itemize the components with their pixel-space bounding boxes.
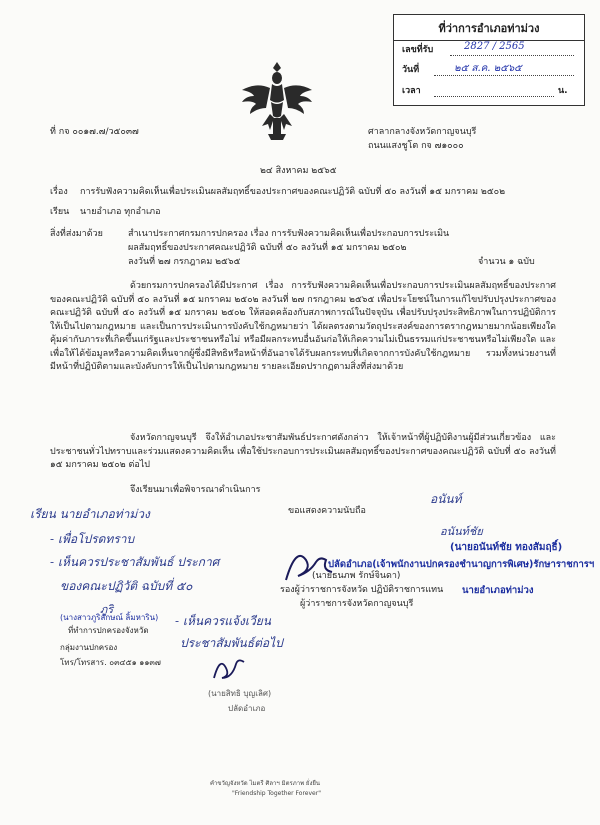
receipt-date-value: ๒๕ ส.ค. ๒๕๖๕ xyxy=(454,63,522,74)
officer-name: (นางสาวภูริลักษณ์ ลิ้มหาริน) xyxy=(60,613,159,622)
closing-regards: ขอแสดงความนับถือ xyxy=(288,506,366,516)
receipt-number-line xyxy=(450,55,574,56)
contact-phone: โทร/โทรสาร. ๐๓๔๕๑ ๑๑๓๗ xyxy=(60,658,161,667)
officer-role: ที่ทำการปกครองจังหวัด xyxy=(68,626,149,635)
slogan-english: "Friendship Together Forever" xyxy=(232,790,321,797)
official-stamp-district: นายอำเภอท่าม่วง xyxy=(462,585,534,596)
handwritten-note-5: - เห็นควรแจ้งเวียน xyxy=(175,614,271,628)
handwritten-initials-mid: อนันท์ชัย xyxy=(440,525,483,538)
attachment-label: สิ่งที่ส่งมาด้วย xyxy=(50,229,103,239)
receipt-stamp xyxy=(393,14,585,106)
body-paragraph-3: จึงเรียนมาเพื่อพิจารณาดำเนินการ xyxy=(130,485,261,495)
office-name: ศาลากลางจังหวัดกาญจนบุรี xyxy=(368,127,477,137)
handwritten-initials-top: อนันท์ xyxy=(430,492,462,506)
handwritten-note-3: - เห็นควรประชาสัมพันธ์ ประกาศ xyxy=(50,555,220,569)
handwritten-note-2: - เพื่อโปรดทราบ xyxy=(50,532,135,546)
clerk-title: ปลัดอำเภอ xyxy=(228,704,266,713)
official-stamp-name: (นายอนันท์ชัย ทองสัมฤธิ์) xyxy=(450,542,563,553)
receipt-number-value: 2827 / 2565 xyxy=(464,41,525,52)
department: กลุ่มงานปกครอง xyxy=(60,643,118,652)
signer-title-1: รองผู้ว่าราชการจังหวัด ปฏิบัติราชการแทน xyxy=(280,585,444,595)
receipt-stamp-title: ที่ว่าการอำเภอท่าม่วง xyxy=(394,19,584,41)
document-date: ๒๔ สิงหาคม ๒๕๖๕ xyxy=(260,166,337,176)
receipt-time-unit: น. xyxy=(558,86,568,96)
attachment-line1: สำเนาประกาศกรมการปกครอง เรื่อง การรับฟังความคิดเห็นเพื่อประกอบการประเมิน xyxy=(128,229,450,239)
handwritten-signature-small: ภูริ xyxy=(100,603,114,616)
slogan-thai: คำขวัญจังหวัด ไมตรี ศิลาฯ มิตรภาพ ยั่งยืน xyxy=(210,780,320,787)
signer-name: (นายธนภพ รักษ์จินดา) xyxy=(312,571,401,581)
office-address: ถนนแสงชูโต กจ ๗๑๐๐๐ xyxy=(368,141,464,151)
signer-title-2: ผู้ว่าราชการจังหวัดกาญจนบุรี xyxy=(300,599,414,609)
body-paragraph-1: ด้วยกรมการปกครองได้มีประกาศ เรื่อง การรับฟังความคิดเห็นเพื่อประกอบการประเมินผลสัมฤทธิ์ของประกาศของคณะปฏิวัติ ฉบับที่ ๕๐ ลงวันที่ ๑๕ มกราคม ๒๕๐๒ ลงวันที่ ๒๗ กรกฎาคม ๒๕๖๕ เพื่อประโยชน์ในการแก้ไขปรับปรุงประกาศของคณะปฏิวัติ ฉบับที่ ๕๐ ลงวันที่ ๑๕ มกราคม ๒๕๐๒ ให้สอดคล้องกับสภาพการณ์ในปัจจุบัน เพื่อปรับปรุงประสิทธิภาพในการปฏิบัติการให้เป็นไปตามกฎหมาย และเป็นการประเมินการบังคับใช้กฎหมายว่า ได้ผลตรงตามวัตถุประสงค์ของการตรากฎหมายมากน้อยเพียงใด คุ้มค่ากับภาระที่เกิดขึ้นแก่รัฐและประชาชนหรือไม่ หรือมีผลกระทบอื่นอันก่อให้เกิดความไม่เป็นธรรมแก่ประชาชนหรือไม่เพียงใด และเพื่อให้ได้ข้อมูลหรือความคิดเห็นจากผู้ซึ่งมีสิทธิหรือหน้าที่อันอาจได้รับผลกระทบที่เกิดจากการบังคับใช้กฎหมาย รวมทั้งหน่วยงานที่มีหน้าที่ปฏิบัติตามและบังคับการให้เป็นไปตามกฎหมาย รายละเอียดปรากฏตามสิ่งที่ส่งมาด้วย xyxy=(50,281,556,372)
clerk-signature-icon xyxy=(210,652,250,684)
handwritten-note-1: เรียน นายอำเภอท่าม่วง xyxy=(30,507,150,521)
subject-label: เรื่อง xyxy=(50,187,68,197)
attachment-line2: ผลสัมฤทธิ์ของประกาศคณะปฏิวัติ ฉบับที่ ๕๐ ลงวันที่ ๑๕ มกราคม ๒๕๐๒ xyxy=(128,243,407,253)
attachment-count: จำนวน ๑ ฉบับ xyxy=(478,257,535,267)
recipient-label: เรียน xyxy=(50,207,70,217)
receipt-time-line xyxy=(434,96,554,97)
garuda-emblem-icon xyxy=(234,58,320,144)
receipt-number-label: เลขที่รับ xyxy=(402,45,434,55)
official-stamp-org: ปลัดอำเภอ(เจ้าพนักงานปกครองชำนาญการพิเศษ)รักษาราชการฯ xyxy=(328,559,595,570)
recipient-text: นายอำเภอ ทุกอำเภอ xyxy=(80,207,161,217)
clerk-name: (นายสิทธิ บุญเลิศ) xyxy=(208,689,272,698)
document-number: ที่ กจ ๐๐๑๗.๗/ว๕๐๓๗ xyxy=(50,127,139,137)
attachment-line3: ลงวันที่ ๒๗ กรกฎาคม ๒๕๖๕ xyxy=(128,257,241,267)
handwritten-note-4: ของคณะปฏิวัติ ฉบับที่ ๕๐ xyxy=(60,579,193,593)
body-paragraph-2: จังหวัดกาญจนบุรี จึงให้อำเภอประชาสัมพันธ์ประกาศดังกล่าว ให้เจ้าหน้าที่ผู้ปฏิบัติงานผู้มีส่วนเกี่ยวข้อง และประชาชนทั่วไปทราบและร่วมแสดงความคิดเห็น เพื่อใช้ประกอบการประเมินผลสัมฤทธิ์ของประกาศของคณะปฏิวัติ ฉบับที่ ๕๐ ลงวันที่ ๑๕ มกราคม ๒๕๐๒ ต่อไป xyxy=(50,433,556,470)
receipt-time-label: เวลา xyxy=(402,86,421,96)
receipt-date-label: วันที่ xyxy=(402,65,420,75)
subject-text: การรับฟังความคิดเห็นเพื่อประเมินผลสัมฤทธิ์ของประกาศของคณะปฏิวัติ ฉบับที่ ๕๐ ลงวันที่ ๑๕ มกราคม ๒๕๐๒ xyxy=(80,187,506,197)
handwritten-note-6: ประชาสัมพันธ์ต่อไป xyxy=(180,636,283,650)
